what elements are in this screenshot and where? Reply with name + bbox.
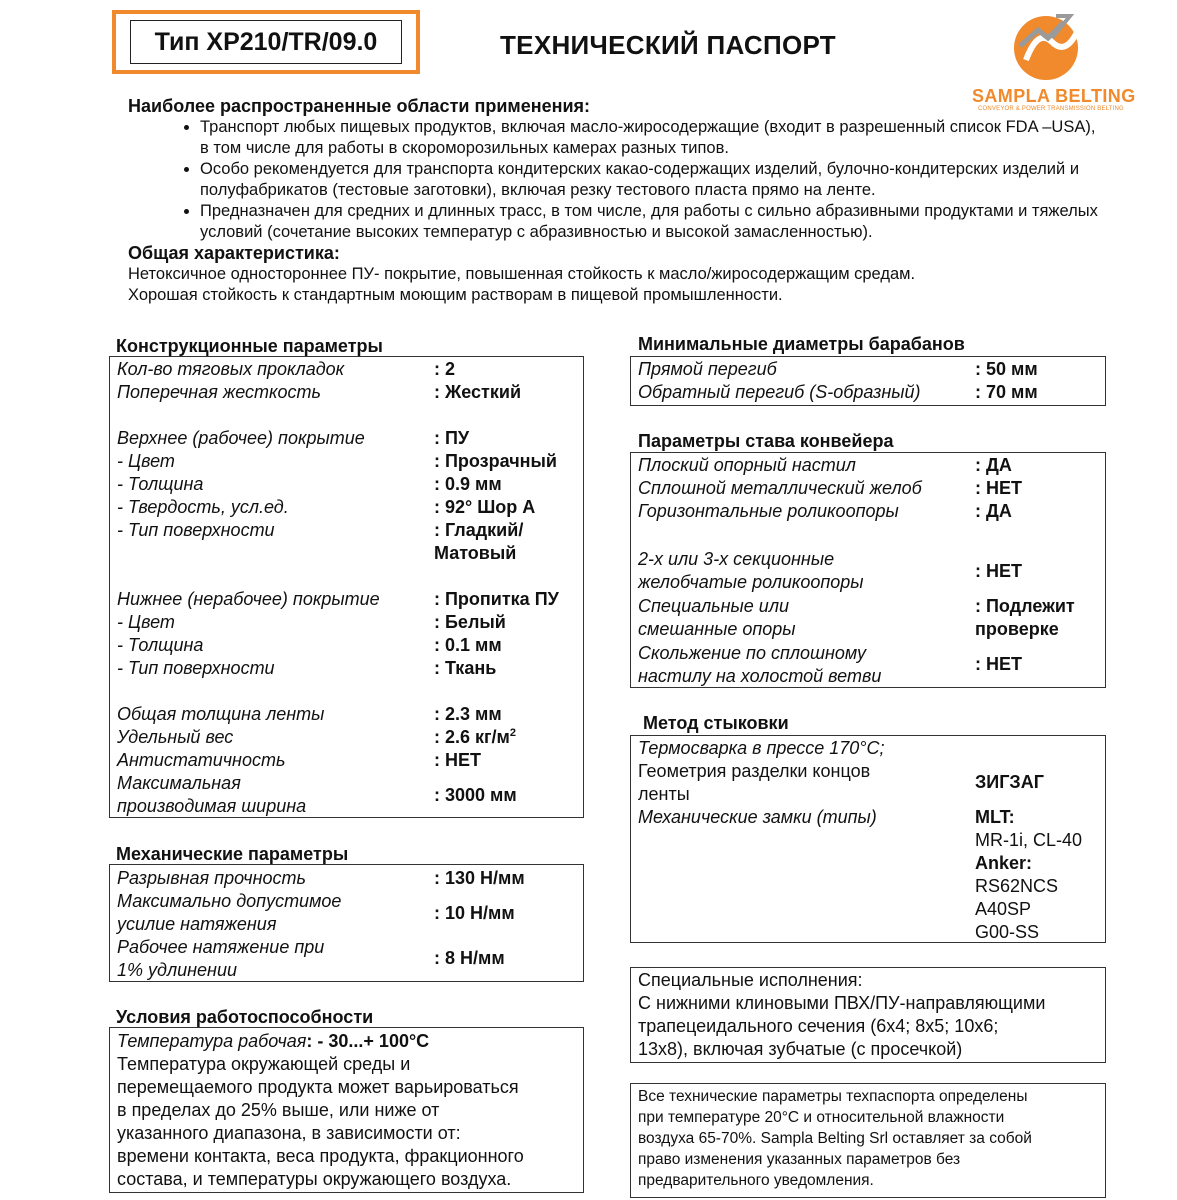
bottom-surface-label: - Тип поверхности	[117, 658, 275, 678]
special-supports-value: : Подлежит	[975, 596, 1075, 616]
metal-trough-label: Сплошной металлический желоб	[638, 478, 922, 498]
width-label: Максимальная	[117, 773, 241, 793]
splicing-table	[630, 735, 1106, 943]
anker-value: G00-SS	[975, 922, 1040, 942]
pulleys-table	[630, 356, 1106, 406]
hardness-label: - Твердость, усл.ед.	[117, 497, 289, 517]
metal-trough-value: : НЕТ	[975, 478, 1022, 498]
intro-section	[128, 96, 1108, 306]
top-surface-value: : Гладкий/	[434, 520, 524, 540]
anker-value: RS62NCS	[975, 876, 1059, 896]
top-surface-label: - Тип поверхности	[117, 520, 275, 540]
geometry-label: Геометрия разделки концов	[638, 761, 871, 781]
reverse-bend-label: Обратный перегиб (S-образный)	[638, 382, 921, 402]
general-line: Хорошая стойкость к стандартным моющим растворам в пищевой промышленности.	[128, 286, 783, 304]
application-item: • Транспорт любых пищевых продуктов, включая масло-жиросодержащие (входит в разрешенный список FDA –USA), в том числе для работы в скороморозильных камерах разных типов.	[200, 117, 1108, 159]
footnote-line: при температуре 20°C и относительной влажности	[638, 1109, 1005, 1126]
general-line: Нетоксичное одностороннее ПУ- покрытие, повышенная стойкость к масло/жиросодержащим средам.	[128, 265, 916, 283]
frame-table	[630, 452, 1106, 688]
conditions-line: состава, и температуры окружающего воздуха.	[117, 1169, 512, 1189]
total-thickness-label: Общая толщина ленты	[117, 704, 325, 724]
horizontal-rollers-value: : ДА	[975, 501, 1012, 521]
reverse-bend-value: : 70 мм	[975, 382, 1038, 402]
pulleys-title: Минимальные диаметры барабанов	[638, 334, 965, 354]
bottom-thickness-value: : 0.1 мм	[434, 635, 502, 655]
document-title: ТЕХНИЧЕСКИЙ ПАСПОРТ	[500, 30, 836, 60]
max-tension-label: Максимально допустимое	[117, 891, 342, 911]
max-tension-value: : 10 Н/мм	[434, 903, 515, 923]
special-versions-box	[630, 967, 1106, 1063]
antistatic-label: Антистатичность	[117, 750, 286, 770]
anker-title: Anker:	[975, 853, 1033, 873]
conditions-line: Температура окружающей среды и	[117, 1054, 411, 1074]
mlt-value: MR-1i, CL-40	[975, 830, 1083, 850]
mlt-title: MLT:	[975, 807, 1015, 827]
work-tension-label: Рабочее натяжение при	[117, 937, 325, 957]
logo-subtitle: CONVEYOR & POWER TRANSMISSION BELTING	[978, 106, 1124, 112]
special-versions-line: Специальные исполнения:	[638, 970, 863, 990]
conditions-line: времени контакта, веса продукта, фракционного	[117, 1146, 524, 1166]
stiffness-label: Поперечная жесткость	[117, 382, 321, 402]
stiffness-value: : Жесткий	[434, 382, 522, 402]
top-thickness-value: : 0.9 мм	[434, 474, 502, 494]
applications-title: Наиболее распространенные области применения:	[128, 96, 591, 116]
special-supports-label: Специальные или	[638, 596, 789, 616]
max-tension-label-cont: усилие натяжения	[117, 914, 277, 934]
flat-bed-value: : ДА	[975, 455, 1012, 475]
application-item: • Предназначен для средних и длинных трасс, в том числе, для работы с сильно абразивными продуктами и тяжелых условий (сочетание высоких температур с абразивностью и высокой замасленностью).	[200, 201, 1108, 243]
temperature-label: Температура рабочая	[117, 1031, 307, 1051]
frame-title: Параметры става конвейера	[638, 431, 894, 451]
construction-table	[109, 356, 584, 818]
bottom-color-value: : Белый	[434, 612, 506, 632]
special-supports-label-cont: смешанные опоры	[638, 619, 796, 639]
application-item: • Особо рекомендуется для транспорта кондитерских какао-содержащих изделий, булочно-кондитерских изделий и полуфабрикатов (тестовые заготовки), включая резку тестового пласта прямо на ленте.	[200, 159, 1108, 201]
bottom-cover-value: : Пропитка ПУ	[434, 589, 559, 609]
thermo-weld-label: Термосварка в прессе 170°C;	[638, 738, 885, 758]
weight-superscript: 2	[509, 727, 516, 739]
special-versions-line: трапецеидального сечения (6х4; 8х5; 10х6;	[638, 1016, 999, 1036]
bottom-cover-label: Нижнее (нерабочее) покрытие	[117, 589, 380, 609]
top-surface-value-cont: Матовый	[434, 543, 517, 563]
footnote-line: Все технические параметры техпаспорта определены	[638, 1088, 1028, 1105]
flat-bed-label: Плоский опорный настил	[638, 455, 856, 475]
slide-bed-label-cont: настилу на холостой ветви	[638, 666, 882, 686]
conditions-line: в пределах до 25% выше, или ниже от	[117, 1100, 440, 1120]
top-thickness-label: - Толщина	[117, 474, 204, 494]
top-color-value: : Прозрачный	[434, 451, 557, 471]
special-versions-line: 13х8), включая зубчатые (с просечкой)	[638, 1039, 963, 1059]
mechanical-fastener-label: Механические замки (типы)	[638, 807, 877, 827]
conditions-line: перемещаемого продукта может варьироваться	[117, 1077, 519, 1097]
conditions-title: Условия работоспособности	[116, 1007, 374, 1027]
slide-bed-label: Скольжение по сплошному	[638, 643, 867, 663]
sectional-rollers-label-cont: желобчатые роликоопоры	[638, 572, 864, 592]
temperature-row	[117, 1030, 429, 1053]
bottom-surface-value: : Ткань	[434, 658, 497, 678]
antistatic-value: : НЕТ	[434, 750, 481, 770]
weight-label: Удельный вес	[117, 727, 234, 747]
top-cover-label: Верхнее (рабочее) покрытие	[117, 428, 365, 448]
type-label-frame	[112, 10, 420, 74]
plies-label: Кол-во тяговых прокладок	[117, 359, 345, 379]
geometry-label-cont: ленты	[638, 784, 690, 804]
slide-bed-value: : НЕТ	[975, 654, 1022, 674]
bottom-color-label: - Цвет	[117, 612, 175, 632]
width-value: : 3000 мм	[434, 785, 517, 805]
sectional-rollers-value: : НЕТ	[975, 561, 1022, 581]
weight-value	[434, 726, 516, 749]
tensile-label: Разрывная прочность	[117, 868, 306, 888]
special-versions-line: С нижними клиновыми ПВХ/ПУ-направляющими	[638, 993, 1046, 1013]
special-supports-value-cont: проверке	[975, 619, 1059, 639]
top-cover-value: : ПУ	[434, 428, 470, 448]
footnote-line: право изменения указанных параметров без	[638, 1151, 961, 1168]
logo-mark-icon	[968, 8, 1128, 88]
hardness-value: : 92° Шор А	[434, 497, 536, 517]
anker-value: A40SP	[975, 899, 1032, 919]
plies-value: : 2	[434, 359, 456, 379]
type-label: Тип XP210/TR/09.0	[130, 20, 402, 64]
footnote-line: воздуха 65-70%. Sampla Belting Srl оставляет за собой	[638, 1130, 1032, 1147]
bottom-thickness-label: - Толщина	[117, 635, 204, 655]
width-label-cont: производимая ширина	[117, 796, 307, 816]
footnote-line: предварительного уведомления.	[638, 1172, 874, 1189]
logo-text: SAMPLA BELTING	[972, 86, 1136, 106]
top-color-label: - Цвет	[117, 451, 175, 471]
total-thickness-value: : 2.3 мм	[434, 704, 502, 724]
splicing-title: Метод стыковки	[643, 713, 789, 733]
conditions-box	[109, 1027, 584, 1193]
direct-bend-label: Прямой перегиб	[638, 359, 777, 379]
mechanical-title: Механические параметры	[116, 844, 349, 864]
temperature-value: : - 30...+ 100°C	[306, 1031, 430, 1051]
weight-value-text: : 2.6 кг/м	[434, 727, 510, 747]
direct-bend-value: : 50 мм	[975, 359, 1038, 379]
geometry-value: ЗИГЗАГ	[975, 772, 1044, 792]
footnote-box	[630, 1083, 1106, 1198]
work-tension-value: : 8 Н/мм	[434, 948, 505, 968]
mechanical-table	[109, 864, 584, 982]
general-title: Общая характеристика:	[128, 243, 340, 263]
construction-title: Конструкционные параметры	[116, 336, 383, 356]
horizontal-rollers-label: Горизонтальные роликоопоры	[638, 501, 899, 521]
tensile-value: : 130 Н/мм	[434, 868, 525, 888]
sectional-rollers-label: 2-х или 3-х секционные	[638, 549, 835, 569]
work-tension-label-cont: 1% удлинении	[117, 960, 237, 980]
conditions-line: указанного диапазона, в зависимости от:	[117, 1123, 461, 1143]
